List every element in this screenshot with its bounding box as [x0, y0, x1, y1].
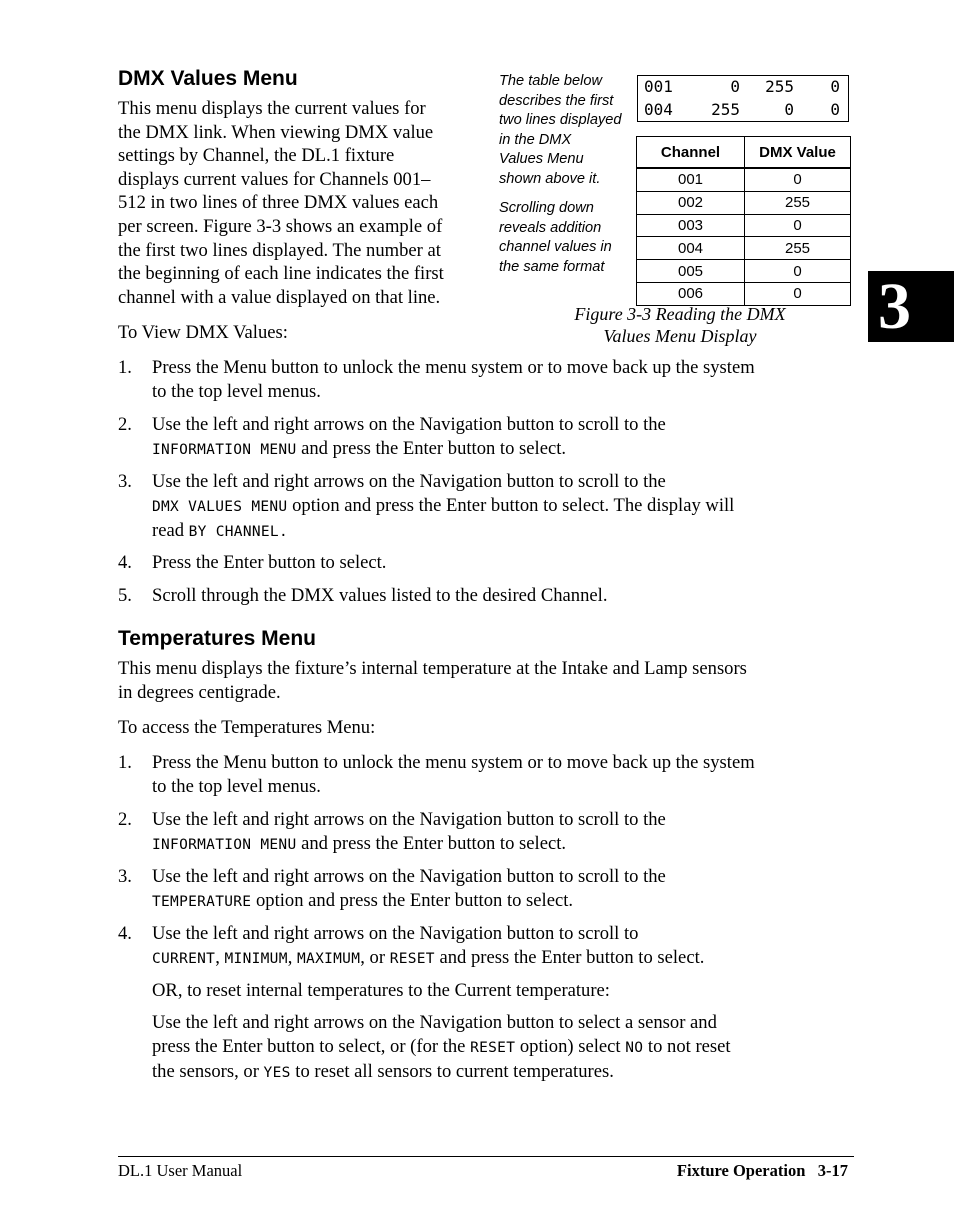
text-run: to reset all sensors to current temperatures. — [290, 1061, 614, 1083]
step-text — [152, 470, 852, 545]
caption-line: Values Menu Display — [603, 326, 757, 346]
text-run: , or — [360, 946, 390, 968]
note-line: two lines displayed — [499, 112, 622, 129]
channel-cell: 005 — [637, 260, 745, 283]
dmx-values-table — [636, 136, 851, 306]
text-run: Press the Menu button to unlock the menu system or to move back up the system — [152, 752, 755, 773]
table-row — [637, 237, 851, 260]
text-run: Scroll through the DMX values listed to the desired Channel. — [152, 585, 608, 606]
text-line — [152, 380, 852, 404]
table-row — [637, 168, 851, 191]
text-line — [152, 551, 852, 575]
lcd-cell: 0 — [784, 100, 794, 119]
intro-line: per screen. Figure 3-3 shows an example of — [118, 215, 443, 237]
text-line — [152, 494, 852, 520]
note-line: Values Menu — [499, 151, 584, 168]
text-line — [152, 413, 852, 437]
intro-line: the first two lines displayed. The number at — [118, 239, 441, 261]
menu-code: CURRENT — [152, 950, 216, 967]
note-line: shown above it. — [499, 170, 601, 187]
text-line — [152, 1035, 852, 1061]
text-run: Use the left and right arrows on the Navigation button to scroll to the — [152, 809, 666, 830]
dmx-value-cell: 0 — [745, 282, 851, 305]
intro-line: 512 in two lines of three DMX values each — [118, 192, 439, 214]
note-line: The table below — [499, 73, 603, 89]
step-number: 4. — [118, 923, 132, 944]
lcd-line-2 — [638, 99, 848, 121]
step-number: 1. — [118, 357, 132, 378]
text-run: option) select — [515, 1035, 626, 1057]
menu-code: MINIMUM — [224, 950, 288, 967]
step-number: 4. — [118, 552, 132, 573]
menu-code: MAXIMUM — [297, 950, 361, 967]
note-line: in the DMX — [499, 131, 572, 148]
menu-code: BY CHANNEL. — [188, 524, 288, 541]
lcd-cell: 0 — [730, 77, 740, 96]
dmx-value-cell: 0 — [745, 260, 851, 283]
text-line — [152, 437, 852, 463]
text-run: and press the Enter button to select. — [296, 437, 567, 459]
intro-line: This menu displays the current values for — [118, 98, 426, 119]
channel-cell: 003 — [637, 214, 745, 237]
text-line — [152, 922, 852, 946]
text-line — [152, 1011, 852, 1035]
lcd-cell: 255 — [711, 100, 740, 119]
text-run: Use the left and right arrows on the Navigation button to scroll to — [152, 923, 639, 944]
caption-line: Figure 3-3 Reading the DMX — [574, 304, 786, 324]
footer-manual-title: DL.1 User Manual — [118, 1161, 243, 1180]
chapter-tab: 3 — [868, 271, 954, 342]
text-line — [152, 889, 852, 915]
column-header-dmx-value: DMX Value — [745, 137, 851, 169]
menu-code: INFORMATION MENU — [152, 441, 297, 458]
text-run: to the top level menus. — [152, 380, 321, 402]
text-run: Use the left and right arrows on the Navigation button to scroll to the — [152, 866, 666, 887]
dmx-values-heading: DMX Values Menu — [118, 67, 298, 90]
text-run: option and press the Enter button to select. The display will — [287, 494, 735, 516]
dmx-intro-paragraph — [118, 97, 498, 309]
step-text — [152, 413, 852, 462]
text-line — [152, 865, 852, 889]
text-line — [152, 751, 852, 775]
text-run: read — [152, 520, 189, 542]
menu-code: INFORMATION MENU — [152, 836, 297, 853]
reset-paragraph — [152, 1011, 852, 1086]
step-number: 5. — [118, 585, 132, 606]
lcd-line-1 — [638, 76, 848, 98]
dmx-value-cell: 0 — [745, 214, 851, 237]
dmx-value-cell: 0 — [745, 168, 851, 191]
lcd-cell: 001 — [644, 77, 673, 96]
access-temp-label: To access the Temperatures Menu: — [118, 717, 376, 738]
menu-code: RESET — [470, 1039, 516, 1056]
text-run: and press the Enter button to select. — [434, 946, 705, 968]
text-run: Press the Menu button to unlock the menu system or to move back up the system — [152, 357, 755, 378]
text-run: Press the Enter button to select. — [152, 552, 387, 573]
text-line — [152, 519, 852, 545]
text-line — [152, 808, 852, 832]
text-line — [152, 470, 852, 494]
temperatures-heading: Temperatures Menu — [118, 627, 316, 650]
channel-cell: 001 — [637, 168, 745, 191]
text-run: the sensors, or — [152, 1061, 264, 1083]
channel-cell: 002 — [637, 191, 745, 214]
text-line — [152, 1060, 852, 1086]
step-text — [152, 922, 852, 971]
column-header-channel: Channel — [637, 137, 745, 169]
menu-code: TEMPERATURE — [152, 893, 252, 910]
text-line — [152, 832, 852, 858]
note-line: describes the first — [499, 92, 614, 109]
text-line — [152, 356, 852, 380]
menu-code: YES — [263, 1065, 291, 1082]
text-run: to the top level menus. — [152, 775, 321, 797]
text-run: to not reset — [643, 1035, 731, 1057]
lcd-display — [637, 75, 849, 122]
dmx-value-cell: 255 — [745, 191, 851, 214]
intro-line: channel with a value displayed on that line. — [118, 286, 441, 308]
step-number: 3. — [118, 471, 132, 492]
note-line: channel values in — [499, 239, 612, 256]
channel-cell: 006 — [637, 282, 745, 305]
note-line: reveals addition — [499, 219, 602, 236]
note-line: Scrolling down — [499, 200, 594, 216]
text-line — [152, 946, 852, 972]
text-run: option and press the Enter button to select. — [251, 889, 574, 911]
intro-line: the DMX link. When viewing DMX value — [118, 121, 434, 143]
text-line — [152, 584, 852, 608]
lcd-cell: 004 — [644, 100, 673, 119]
table-header-row — [637, 137, 851, 169]
figure-note-scrolling — [499, 199, 639, 277]
dmx-value-cell: 255 — [745, 237, 851, 260]
intro-line: displays current values for Channels 001– — [118, 168, 431, 190]
view-dmx-label: To View DMX Values: — [118, 322, 288, 343]
intro-line: the beginning of each line indicates the first — [118, 263, 444, 285]
temp-intro-paragraph — [118, 657, 858, 704]
step-text — [152, 751, 852, 798]
table-row — [637, 191, 851, 214]
footer-rule — [118, 1156, 854, 1157]
step-text — [152, 584, 852, 608]
reset-or-line: OR, to reset internal temperatures to the Current temperature: — [152, 980, 610, 1001]
step-text — [152, 356, 852, 403]
note-line: the same format — [499, 258, 605, 275]
table-row — [637, 282, 851, 305]
lcd-cell: 255 — [765, 77, 794, 96]
text-run: Use the left and right arrows on the Navigation button to scroll to the — [152, 471, 666, 492]
text-run: press the Enter button to select, or (for the — [152, 1035, 471, 1057]
text-run: and press the Enter button to select. — [296, 832, 567, 854]
menu-code: NO — [625, 1039, 644, 1056]
table-row — [637, 214, 851, 237]
intro-line: in degrees centigrade. — [118, 681, 281, 703]
channel-cell: 004 — [637, 237, 745, 260]
step-number: 1. — [118, 752, 132, 773]
step-text — [152, 551, 852, 575]
footer-page-ref: Fixture Operation 3-17 — [676, 1161, 848, 1180]
step-text — [152, 808, 852, 857]
step-text — [152, 865, 852, 914]
intro-line: This menu displays the fixture’s internal temperature at the Intake and Lamp sensors — [118, 658, 747, 679]
text-run: , — [215, 946, 225, 968]
text-run: Use the left and right arrows on the Navigation button to select a sensor and — [152, 1012, 717, 1033]
menu-code: RESET — [389, 950, 435, 967]
text-run: Use the left and right arrows on the Navigation button to scroll to the — [152, 414, 666, 435]
figure-caption — [540, 303, 820, 347]
step-number: 2. — [118, 414, 132, 435]
text-run: , — [287, 946, 298, 968]
lcd-cell: 0 — [830, 100, 840, 119]
figure-note-table — [499, 72, 639, 190]
step-number: 2. — [118, 809, 132, 830]
text-line — [152, 775, 852, 799]
intro-line: settings by Channel, the DL.1 fixture — [118, 145, 395, 167]
menu-code: DMX VALUES MENU — [152, 498, 288, 515]
step-number: 3. — [118, 866, 132, 887]
table-row — [637, 260, 851, 283]
lcd-cell: 0 — [830, 77, 840, 96]
